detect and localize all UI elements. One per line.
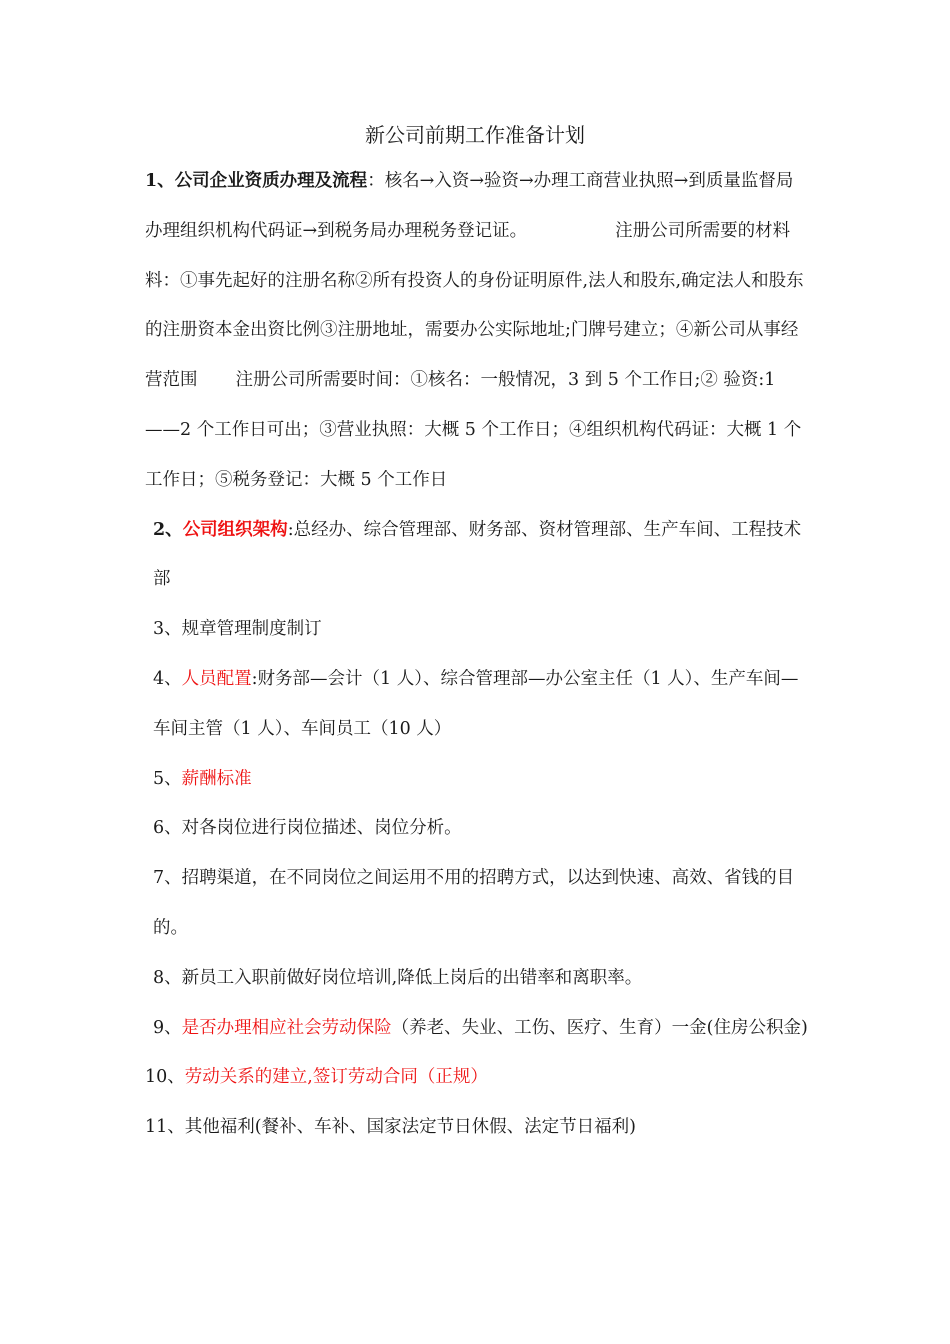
item-1-time: 注册公司所需要时间：①核名：一般情况，3 到 5 个工作日;② 验资:1——2 个工作日可出；③营业执照：大概 5 个工作日；④组织机构代码证：大概 1 个工作日；⑤税务登记：大概 5 个工作日 xyxy=(145,370,802,490)
document-body xyxy=(145,157,810,1153)
item-11-text: 其他福利(餐补、车补、国家法定节日休假、法定节日福利) xyxy=(184,1117,636,1138)
item-4-number: 4、 xyxy=(153,668,182,689)
item-10-heading: 劳动关系的建立,签订劳动合同（正规） xyxy=(184,1067,488,1088)
item-6 xyxy=(145,804,810,854)
item-1-colon: ： xyxy=(367,171,385,191)
item-6-text: 对各岗位进行岗位描述、岗位分析。 xyxy=(181,818,462,839)
item-8-text: 新员工入职前做好岗位培训,降低上岗后的出错率和离职率。 xyxy=(181,967,643,988)
item-6-number: 6、 xyxy=(153,818,182,839)
item-9 xyxy=(145,1004,810,1054)
item-5-heading: 薪酬标准 xyxy=(181,768,252,789)
item-2 xyxy=(145,506,810,606)
item-4 xyxy=(145,655,810,755)
item-3 xyxy=(145,605,810,655)
item-9-heading: 是否办理相应社会劳动保险 xyxy=(181,1017,392,1038)
item-4-text: :财务部—会计（1 人）、综合管理部—办公室主任（1 人）、生产车间—车间主管（1 人）、车间员工（10 人） xyxy=(153,668,799,739)
item-3-text: 规章管理制度制订 xyxy=(181,619,322,640)
item-3-number: 3、 xyxy=(153,619,182,640)
item-5 xyxy=(145,755,810,805)
item-1-heading: 公司企业资质办理及流程 xyxy=(174,171,368,191)
item-8 xyxy=(145,954,810,1004)
item-2-number: 2、 xyxy=(153,519,183,540)
item-4-heading: 人员配置 xyxy=(181,668,252,689)
item-9-number: 9、 xyxy=(153,1017,182,1038)
item-1-materials: 注册公司所需要的材料料：①事先起好的注册名称②所有投资人的身份证明原件,法人和股东,确定法人和股东的注册资本金出资比例③注册地址，需要办公实际地址;门牌号建立；④新公司从事经营范围 xyxy=(145,220,804,391)
document-title: 新公司前期工作准备计划 xyxy=(365,123,585,147)
item-11 xyxy=(145,1103,810,1153)
item-1-number: 1、 xyxy=(145,171,175,191)
item-9-text: （养老、失业、工伤、医疗、生育）一金(住房公积金) xyxy=(391,1017,808,1038)
item-8-number: 8、 xyxy=(153,967,182,988)
item-2-heading: 公司组织架构 xyxy=(182,519,288,540)
item-11-number: 11、 xyxy=(145,1117,185,1138)
item-2-text: :总经办、综合管理部、财务部、资材管理部、生产车间、工程技术部 xyxy=(153,519,802,590)
item-7-number: 7、 xyxy=(153,868,182,889)
item-1-text: 核名→入资→验资→办理工商营业执照→到质量监督局办理组织机构代码证→到税务局办理税务登记证。 xyxy=(145,171,794,241)
item-10 xyxy=(145,1053,810,1103)
item-1 xyxy=(145,157,810,506)
item-7-text: 招聘渠道，在不同岗位之间运用不用的招聘方式，以达到快速、高效、省钱的目的。 xyxy=(153,868,795,938)
item-5-number: 5、 xyxy=(153,768,182,789)
item-7 xyxy=(145,854,810,954)
item-10-number: 10、 xyxy=(145,1067,185,1088)
